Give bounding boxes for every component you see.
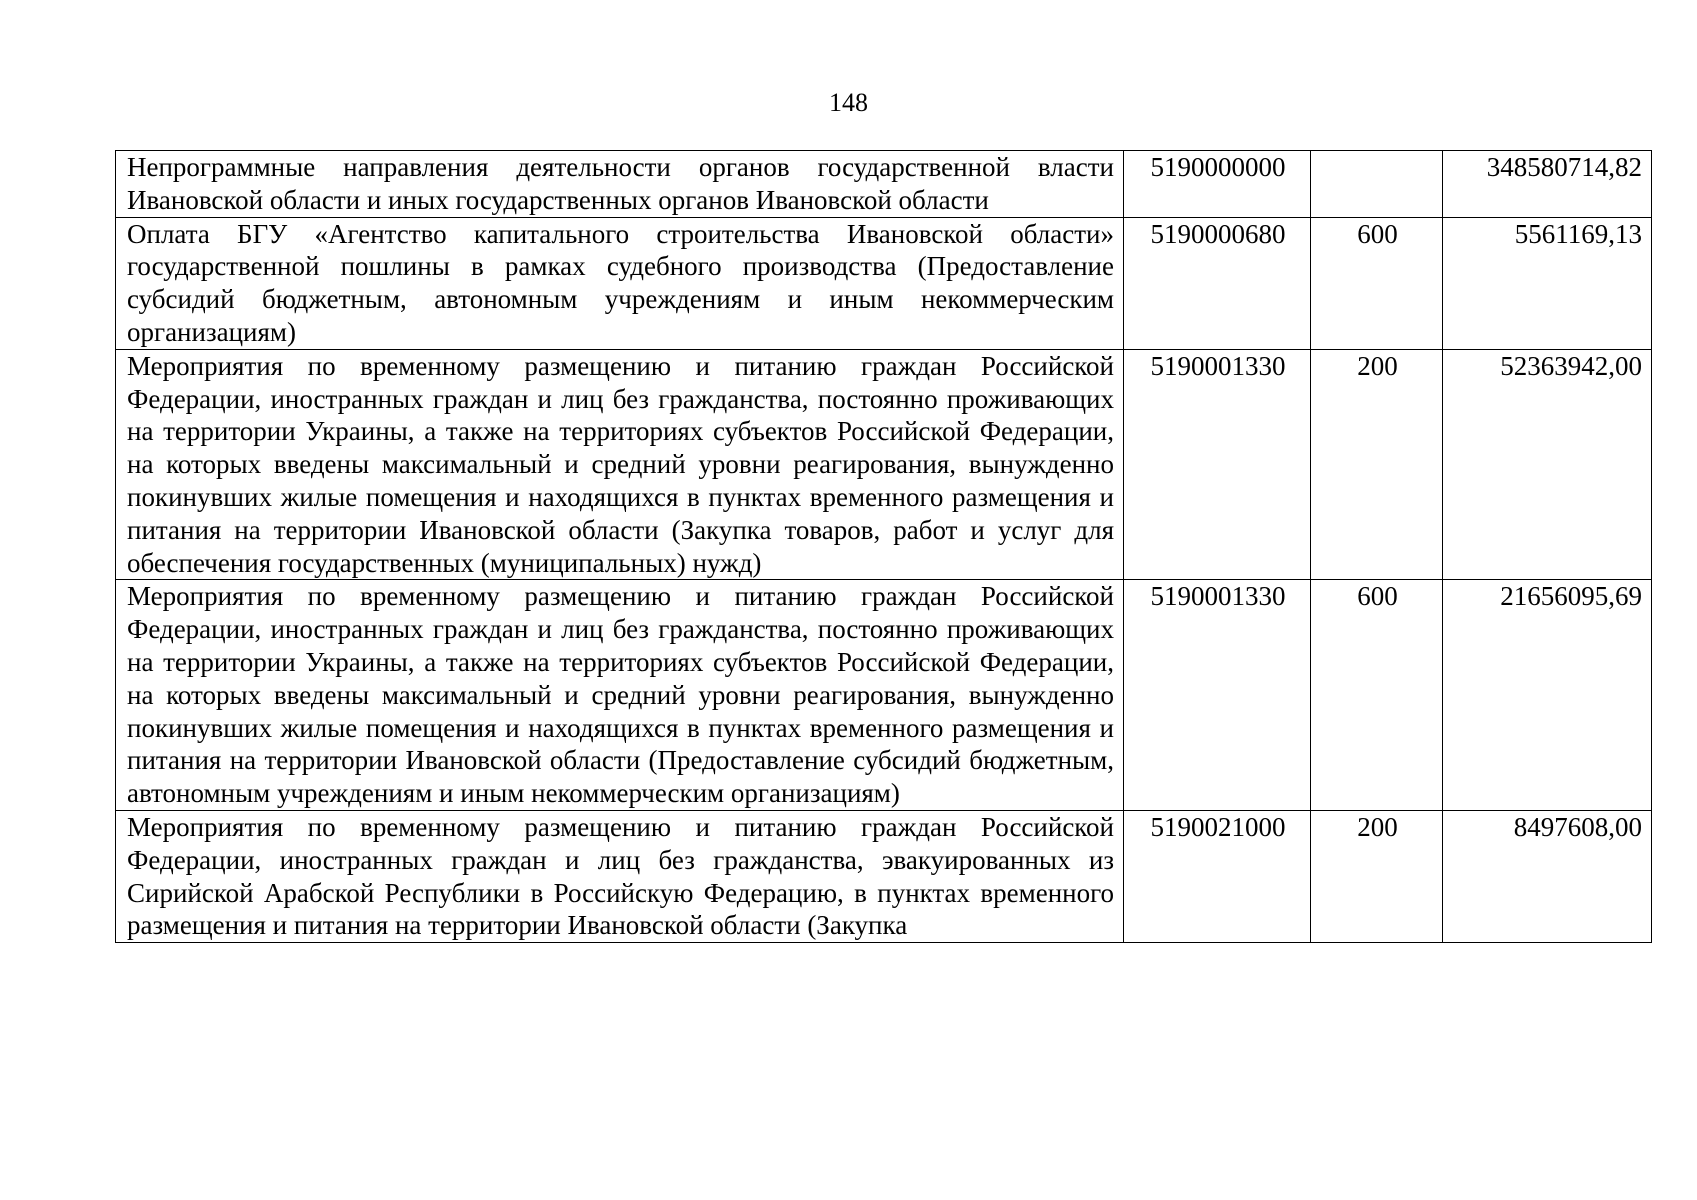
row-expense-kind: 600 <box>1311 217 1443 349</box>
row-target-code: 5190021000 <box>1124 810 1311 942</box>
row-amount: 8497608,00 <box>1443 810 1652 942</box>
row-description: Мероприятия по временному размещению и питанию граждан Российской Федерации, иностранных граждан и лиц без гражданства, постоянно проживающих на территории Украины, а также на территориях субъектов Российской Федерации, на которых введены максимальный и средний уровни реагирования, вынужденно покинувших жилые помещения и находящихся в пунктах временного размещения и питания на территории Ивановской области (Предоставление субсидий бюджетным, автономным учреждениям и иным некоммерческим организациям) <box>116 580 1124 811</box>
row-description: Мероприятия по временному размещению и питанию граждан Российской Федерации, иностранных граждан и лиц без гражданства, эвакуированных из Сирийской Арабской Республики в Российскую Федерацию, в пунктах временного размещения и питания на территории Ивановской области (Закупка <box>116 810 1124 942</box>
row-target-code: 5190000680 <box>1124 217 1311 349</box>
row-amount: 5561169,13 <box>1443 217 1652 349</box>
table-row <box>116 580 1652 811</box>
row-expense-kind: 600 <box>1311 580 1443 811</box>
row-description: Оплата БГУ «Агентство капитального строительства Ивановской области» государственной пошлины в рамках судебного производства (Предоставление субсидий бюджетным, автономным учреждениям и иным некоммерческим организациям) <box>116 217 1124 349</box>
row-expense-kind: 200 <box>1311 810 1443 942</box>
row-target-code: 5190001330 <box>1124 580 1311 811</box>
table-row <box>116 349 1652 580</box>
row-amount: 52363942,00 <box>1443 349 1652 580</box>
table-row <box>116 217 1652 349</box>
page-number: 148 <box>829 88 868 117</box>
row-amount: 21656095,69 <box>1443 580 1652 811</box>
row-target-code: 5190001330 <box>1124 349 1311 580</box>
row-amount: 348580714,82 <box>1443 151 1652 218</box>
row-description: Мероприятия по временному размещению и питанию граждан Российской Федерации, иностранных граждан и лиц без гражданства, постоянно проживающих на территории Украины, а также на территориях субъектов Российской Федерации, на которых введены максимальный и средний уровни реагирования, вынужденно покинувших жилые помещения и находящихся в пунктах временного размещения и питания на территории Ивановской области (Закупка товаров, работ и услуг для обеспечения государственных (муниципальных) нужд) <box>116 349 1124 580</box>
budget-table <box>115 150 1652 943</box>
row-expense-kind <box>1311 151 1443 218</box>
row-expense-kind: 200 <box>1311 349 1443 580</box>
table-row <box>116 810 1652 942</box>
row-target-code: 5190000000 <box>1124 151 1311 218</box>
table-row <box>116 151 1652 218</box>
row-description: Непрограммные направления деятельности органов государственной власти Ивановской области и иных государственных органов Ивановской области <box>116 151 1124 218</box>
